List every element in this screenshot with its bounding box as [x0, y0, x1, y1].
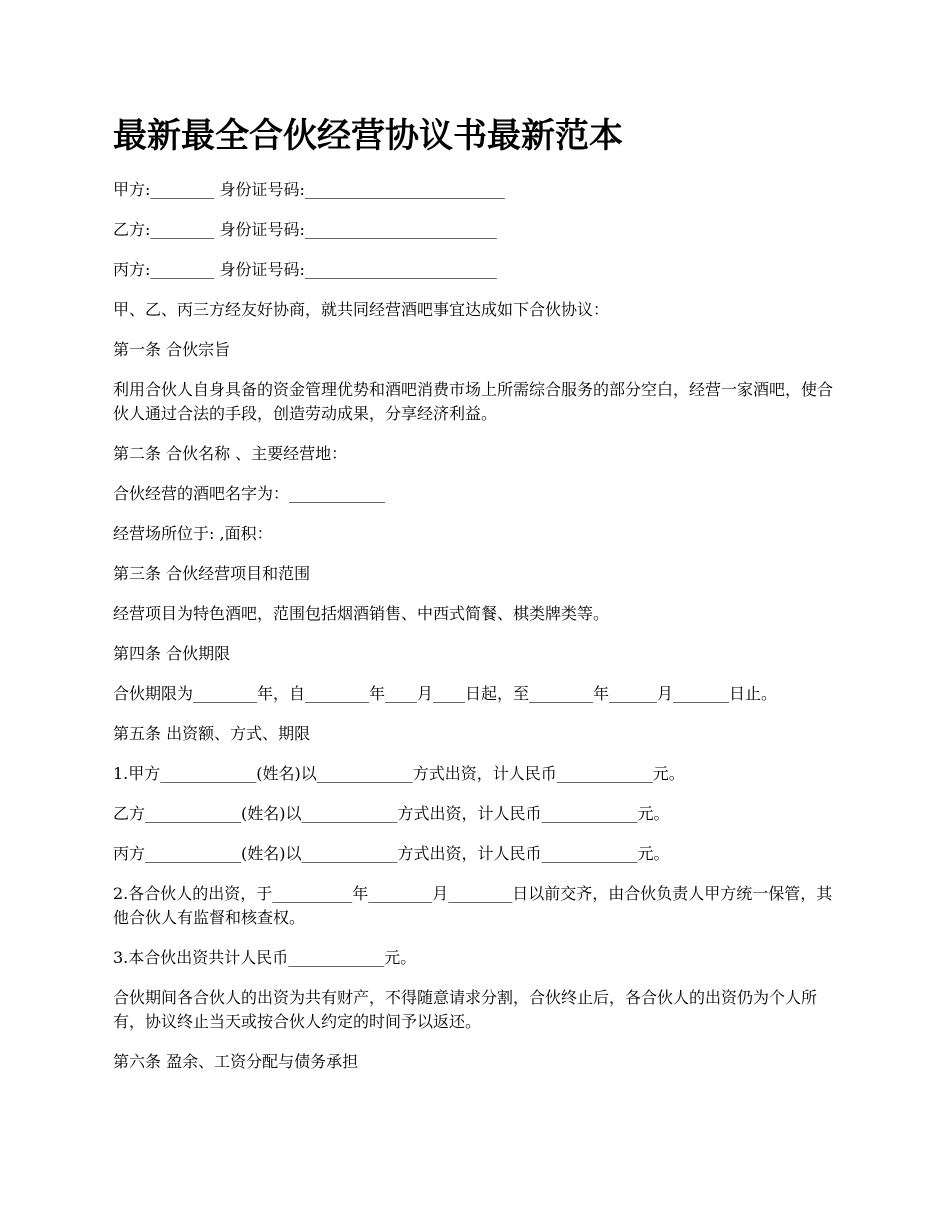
contribution-total: 3.本合伙出资共计人民币____________元。: [113, 948, 417, 967]
contribution-party-c: 丙方____________(姓名)以____________方式出资，计人民币____________元。: [113, 844, 670, 863]
article-2-heading: 第二条 合伙名称 、主要经营地：: [113, 444, 348, 463]
preamble: 甲、乙、丙三方经友好协商，就共同经营酒吧事宜达成如下合伙协议：: [113, 300, 610, 319]
article-6-heading: 第六条 盈余、工资分配与债务承担: [113, 1052, 359, 1071]
article-1-body: 利用合伙人自身具备的资金管理优势和酒吧消费市场上所需综合服务的部分空白，经营一家酒吧，使合伙人通过合法的手段，创造劳动成果，分享经济利益。: [113, 380, 834, 423]
contribution-deadline: 2.各合伙人的出资，于__________年________月________日以前交齐，由合伙负责人甲方统一保管，其他合伙人有监督和核查权。: [113, 884, 833, 927]
article-4-heading: 第四条 合伙期限: [113, 644, 231, 663]
document-title: 最新最全合伙经营协议书最新范本: [113, 116, 623, 156]
article-4-body: 合伙期限为________年，自________年____月____日起，至________年______月_______日止。: [113, 684, 778, 703]
article-1-heading: 第一条 合伙宗旨: [113, 340, 231, 359]
shared-property-clause: 合伙期间各合伙人的出资为共有财产，不得随意请求分割，合伙终止后，各合伙人的出资仍为个人所有，协议终止当天或按合伙人约定的时间予以返还。: [113, 988, 818, 1031]
article-3-heading: 第三条 合伙经营项目和范围: [113, 564, 311, 583]
party-b-line: 乙方:________ 身份证号码:________________________: [113, 220, 497, 239]
article-3-body: 经营项目为特色酒吧，范围包括烟酒销售、中西式简餐、棋类牌类等。: [113, 604, 610, 623]
party-a-line: 甲方:________ 身份证号码:_________________________: [113, 180, 505, 199]
party-c-line: 丙方:________ 身份证号码:________________________: [113, 260, 497, 279]
document-page: [113, 112, 843, 1090]
contribution-party-b: 乙方____________(姓名)以____________方式出资，计人民币____________元。: [113, 804, 670, 823]
bar-name-line: 合伙经营的酒吧名字为：____________: [113, 484, 386, 503]
location-line: 经营场所位于: ,面积：: [113, 524, 273, 543]
contribution-party-a: 1.甲方____________(姓名)以____________方式出资，计人民币____________元。: [113, 764, 685, 783]
article-5-heading: 第五条 出资额、方式、期限: [113, 724, 311, 743]
